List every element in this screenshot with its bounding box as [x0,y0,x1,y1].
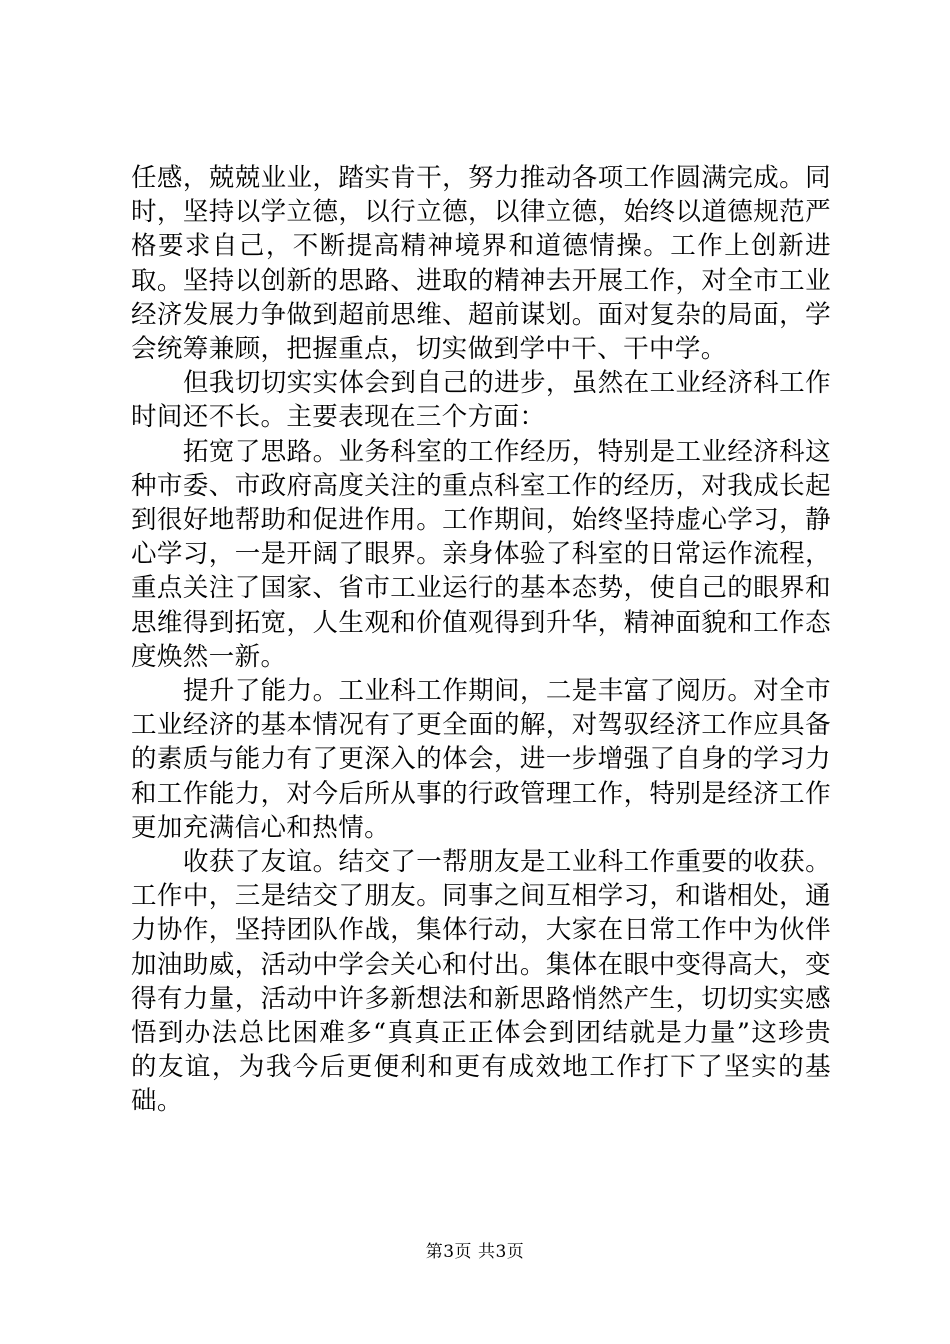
paragraph-5: 收获了友谊。结交了一帮朋友是工业科工作重要的收获。工作中，三是结交了朋友。同事之间互相学习，和谐相处，通力协作，坚持团队作战，集体行动，大家在日常工作中为伙伴加油助威，活动中学会关心和付出。集体在眼中变得高大，变得有力量，活动中许多新想法和新思路悄然产生，切切实实感悟到办法总比困难多“真真正正体会到团结就是力量”这珍贵的友谊，为我今后更便利和更有成效地工作打下了坚实的基础。 [131,847,831,1117]
document-body [131,161,831,1119]
paragraph-3: 拓宽了思路。业务科室的工作经历，特别是工业经济科这种市委、市政府高度关注的重点科室工作的经历，对我成长起到很好地帮助和促进作用。工作期间，始终坚持虚心学习，静心学习，一是开阔了眼界。亲身体验了科室的日常运作流程，重点关注了国家、省市工业运行的基本态势，使自己的眼界和思维得到拓宽，人生观和价值观得到升华，精神面貌和工作态度焕然一新。 [131,436,831,672]
paragraph-2: 但我切切实实体会到自己的进步，虽然在工业经济科工作时间还不长。主要表现在三个方面： [131,368,831,433]
page-number-footer: 第3页 共3页 [425,1242,525,1262]
paragraph-4: 提升了能力。工业科工作期间，二是丰富了阅历。对全市工业经济的基本情况有了更全面的解，对驾驭经济工作应具备的素质与能力有了更深入的体会，进一步增强了自身的学习力和工作能力，对今后所从事的行政管理工作，特别是经济工作更加充满信心和热情。 [131,676,831,843]
paragraph-1: 任感，兢兢业业，踏实肯干，努力推动各项工作圆满完成。同时，坚持以学立德，以行立德，以律立德，始终以道德规范严格要求自己，不断提高精神境界和道德情操。工作上创新进取。坚持以创新的思路、进取的精神去开展工作，对全市工业经济发展力争做到超前思维、超前谋划。面对复杂的局面，学会统筹兼顾，把握重点，切实做到学中干、干中学。 [131,163,831,365]
